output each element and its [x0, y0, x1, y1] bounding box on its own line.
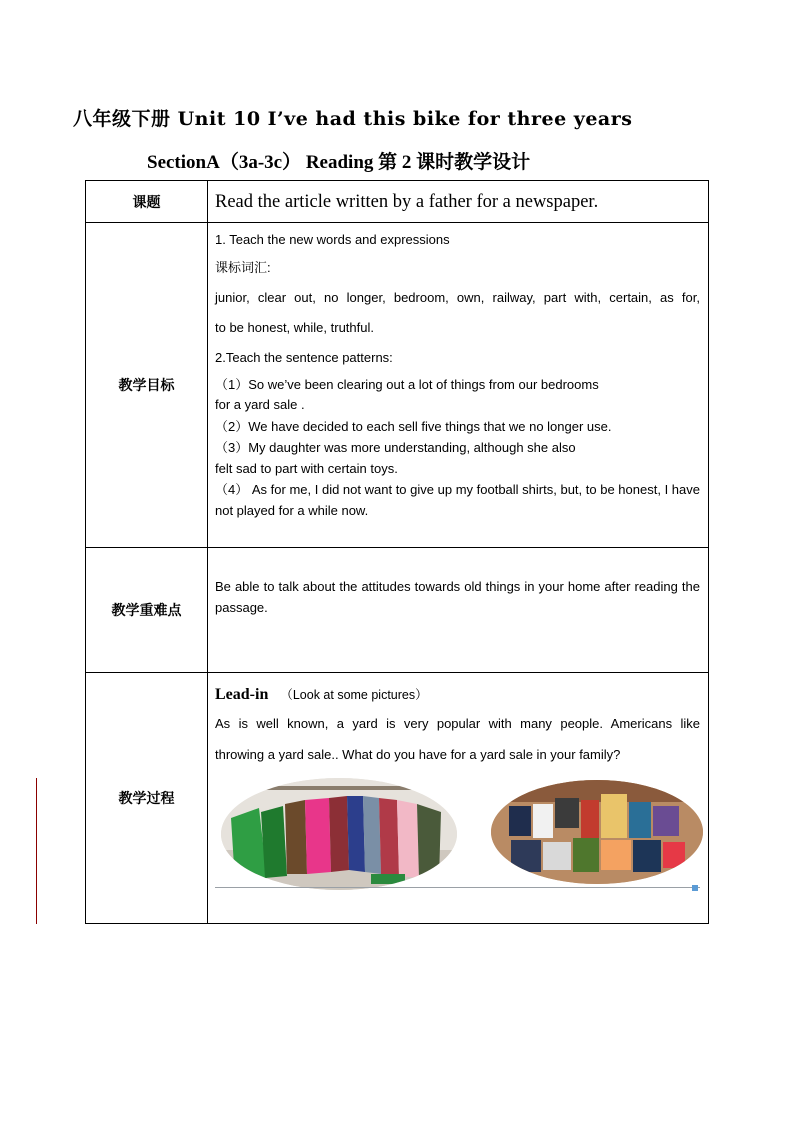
content-process — [208, 673, 709, 924]
clothes-rack-image — [221, 778, 457, 890]
lesson-plan-table — [85, 180, 709, 924]
sentence-1b: for a yard sale . — [215, 397, 305, 412]
table-row-objectives — [86, 223, 709, 548]
lead-in-heading — [215, 685, 700, 704]
lead-in-title: Lead-in — [215, 686, 269, 703]
process-line-2: throwing a yard sale.. What do you have for a yard sale in your family? — [215, 747, 621, 762]
sentence-1a: （1）So we’ve been clearing out a lot of things from our bedrooms — [215, 377, 599, 392]
vocab-line-2: to be honest, while, truthful. — [215, 320, 374, 335]
content-topic — [208, 181, 709, 223]
process-line-1: As is well known, a yard is very popular with many people. Americans like — [215, 716, 700, 731]
lead-in-note: （Look at some pictures） — [280, 688, 428, 702]
label-objectives: 教学目标 — [86, 223, 208, 548]
table-row-process — [86, 673, 709, 924]
label-process: 教学过程 — [86, 673, 208, 924]
label-key-points: 教学重难点 — [86, 548, 208, 673]
table-row-topic — [86, 181, 709, 223]
sentence-3b: felt sad to part with certain toys. — [215, 461, 398, 476]
document-subtitle: SectionA（3a-3c） Reading 第 2 课时教学设计 — [147, 152, 531, 173]
table-row-key-points — [86, 548, 709, 673]
margin-line — [36, 778, 37, 924]
label-topic: 课题 — [86, 181, 208, 223]
sentence-3a: （3）My daughter was more understanding, although she also — [215, 440, 576, 455]
topic-text: Read the article written by a father for a newspaper. — [215, 192, 599, 212]
vocab-line-1: junior, clear out, no longer, bedroom, own, railway, part with, certain, as for, — [215, 290, 700, 305]
sentence-4: （4） As for me, I did not want to give up my football shirts, but, to be honest, I have not played for a while now. — [215, 482, 700, 518]
document-title: 八年级下册 Unit 10 I’ve had this bike for three years — [73, 108, 633, 130]
objective-item-2: 2.Teach the sentence patterns: — [215, 350, 393, 365]
key-points-text: Be able to talk about the attitudes towards old things in your home after reading the passage. — [215, 579, 700, 615]
content-objectives — [208, 223, 709, 548]
lead-in-pictures — [215, 772, 700, 894]
sentence-2: （2）We have decided to each sell five things that we no longer use. — [215, 419, 612, 434]
objective-item-1: 1. Teach the new words and expressions — [215, 232, 450, 247]
content-key-points — [208, 548, 709, 673]
picture-frame-rule — [215, 887, 700, 888]
picture-corner-mark — [692, 885, 698, 891]
vocab-label: 课标词汇: — [215, 260, 271, 275]
books-box-image — [491, 780, 703, 884]
